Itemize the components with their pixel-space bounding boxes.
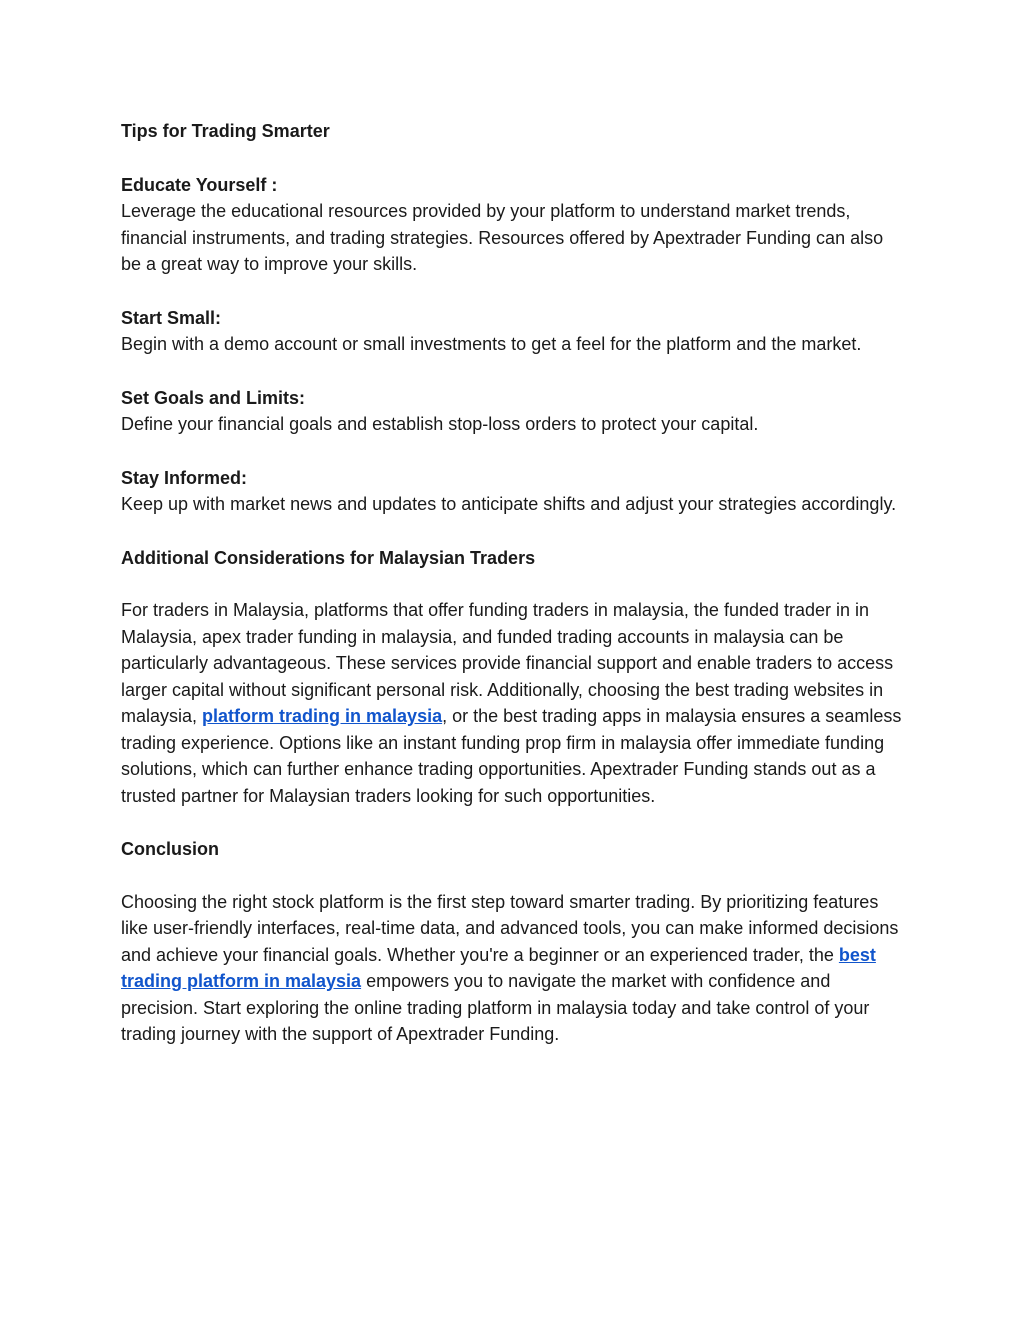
tip-heading: Start Small: bbox=[121, 307, 222, 328]
tip-start-small bbox=[121, 305, 904, 358]
tip-body: Keep up with market news and updates to anticipate shifts and adjust your strategies accordingly. bbox=[121, 494, 897, 514]
conclusion-section bbox=[121, 836, 904, 1048]
best-trading-platform-link[interactable]: best trading platform in malaysia bbox=[121, 944, 876, 991]
tip-stay-informed bbox=[121, 465, 904, 518]
tip-set-goals bbox=[121, 385, 904, 438]
conclusion-text-before-link: Choosing the right stock platform is the first step toward smarter trading. By prioritizing features like user-friendly interfaces, real-time data, and advanced tools, you can make informed decisions and achieve your financial goals. Whether you're a beginner or an experienced trader, the bbox=[121, 891, 899, 965]
malaysia-text-before-link: For traders in Malaysia, platforms that offer funding traders in malaysia, the funded trader in in Malaysia, apex trader funding in malaysia, and funded trading accounts in malaysia can be particularly advantageous. These services provide financial support and enable traders to access larger capital without significant personal risk. Additionally, choosing the best trading websites in malaysia, bbox=[121, 600, 894, 726]
tip-heading: Educate Yourself : bbox=[121, 174, 278, 195]
conclusion-text-after-link: empowers you to navigate the market with confidence and precision. Start exploring the online trading platform in malaysia today and take control of your trading journey with the support of Apextrader Funding. bbox=[121, 971, 870, 1044]
tip-educate-yourself bbox=[121, 172, 904, 278]
tip-body: Leverage the educational resources provided by your platform to understand market trends, financial instruments, and trading strategies. Resources offered by Apextrader Funding can also be a great way to improve your skills. bbox=[121, 201, 884, 274]
tip-body: Begin with a demo account or small investments to get a feel for the platform and the market. bbox=[121, 334, 862, 354]
malaysia-text-after-link: , or the best trading apps in malaysia ensures a seamless trading experience. Options like an instant funding prop firm in malaysia offer immediate funding solutions, which can further enhance trading opportunities. Apextrader Funding stands out as a trusted partner for Malaysian traders looking for such opportunities. bbox=[121, 706, 902, 806]
malaysia-paragraph bbox=[121, 597, 904, 809]
tips-section-title: Tips for Trading Smarter bbox=[121, 121, 330, 141]
tip-heading: Stay Informed: bbox=[121, 467, 248, 488]
platform-trading-link[interactable]: platform trading in malaysia bbox=[202, 706, 443, 726]
conclusion-heading: Conclusion bbox=[121, 839, 219, 859]
tip-body: Define your financial goals and establish stop-loss orders to protect your capital. bbox=[121, 414, 759, 434]
conclusion-paragraph bbox=[121, 889, 904, 1048]
malaysia-heading: Additional Considerations for Malaysian Traders bbox=[121, 547, 536, 568]
malaysia-section bbox=[121, 545, 904, 810]
tip-heading: Set Goals and Limits: bbox=[121, 387, 306, 408]
